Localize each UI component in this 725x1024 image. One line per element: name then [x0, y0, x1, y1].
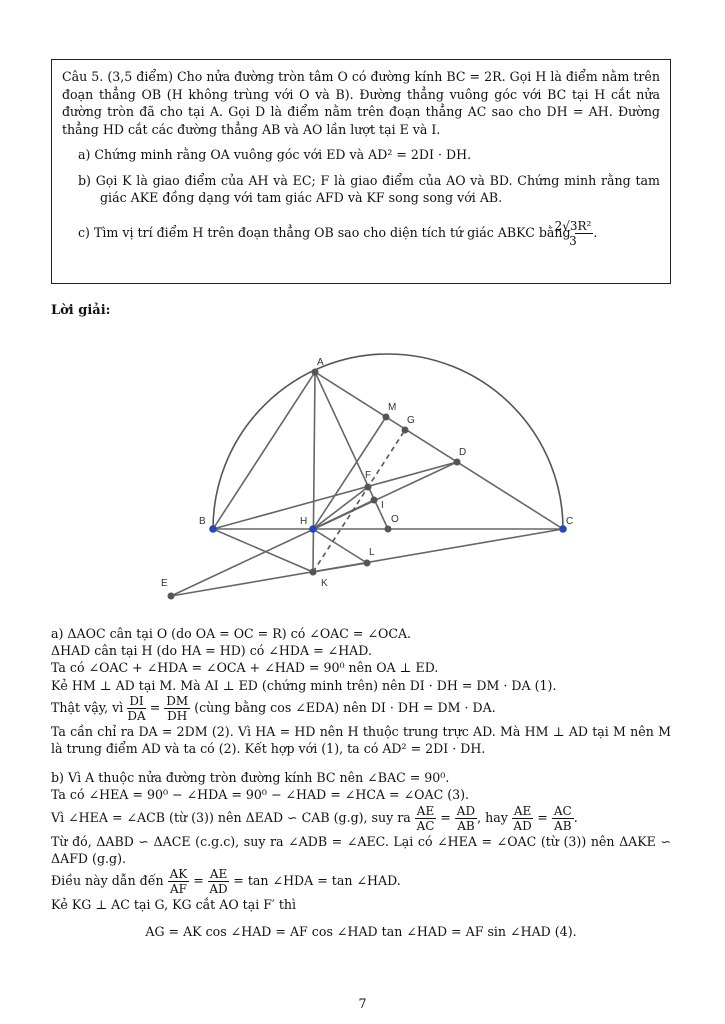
- a5-prefix: Thật vậy, vì: [51, 699, 124, 715]
- solution-b-line-5: Điều này dẫn đến $\frac{AK}{AF}$ = $\frac{AE}{AD}$ = tan ∠HDA = tan ∠HAD.: [51, 867, 401, 897]
- problem-statement: Câu 5. (3,5 điểm) Cho nửa đường tròn tâm O có đường kính BC = 2R. Gọi H là điểm nằm trên đoạn thẳng OB (H không trùng với O và B). Đường thẳng vuông góc với BC tại H cắt nửa đường tròn đã cho tại A. Gọi D là điểm nằm trên đoạn thẳng AC sao cho DH = AH. Đường thẳng HD cắt các đường thẳng AB và AO lần lượt tại E và I.: [62, 69, 660, 137]
- segment-kl: [313, 563, 367, 572]
- fraction-dm-dh: $\frac{DM}{DH}$: [166, 693, 189, 723]
- part-c-fraction: [554, 218, 594, 248]
- label-f: F: [365, 470, 372, 481]
- point-e: [168, 593, 175, 600]
- point-m: [383, 414, 390, 421]
- label-e: E: [161, 578, 168, 589]
- solution-text: [51, 625, 671, 940]
- label-o: O: [391, 514, 399, 525]
- geometry-figure: [155, 350, 585, 605]
- b3-prefix: Vì ∠HEA = ∠ACB (từ (3)) nên ΔEAD ∽ CAB (g.g), suy ra: [51, 809, 411, 825]
- point-h: [309, 525, 317, 533]
- label-c: C: [566, 516, 574, 527]
- solution-b-line-6: Kẻ KG ⊥ AC tại G, KG cắt AO tại F′ thì: [51, 897, 297, 913]
- label-m: M: [388, 402, 397, 413]
- problem-box: [51, 59, 671, 284]
- part-b: b) Gọi K là giao điểm của AH và EC; F là giao điểm của AO và BD. Chứng minh rằng tam giác AKE đồng dạng với tam giác AFD và KF song song với AB.: [78, 172, 660, 205]
- fraction-di-da: $\frac{DI}{DA}$: [127, 693, 146, 723]
- solution-a-line-3: Ta có ∠OAC + ∠HDA = ∠OCA + ∠HAD = 90⁰ nên OA ⊥ ED.: [51, 660, 439, 676]
- part-c-text: c) Tìm vị trí điểm H trên đoạn thẳng OB sao cho diện tích tứ giác ABKC bằng: [78, 224, 571, 240]
- segment-hl: [313, 529, 367, 563]
- solution-a-line-6: Ta cần chỉ ra DA = 2DM (2). Vì HA = HD nên H thuộc trung trực AD. Mà HM ⊥ AD tại M nên M là trung điểm AD và ta có (2). Kết hợp với (1), ta có AD² = 2DI · DH.: [51, 723, 671, 757]
- part-c-numerator: 2√3R²: [554, 218, 592, 233]
- b5-prefix: Điều này dẫn đến: [51, 873, 164, 889]
- point-k: [310, 569, 317, 576]
- semicircle: [213, 354, 563, 529]
- point-b: [209, 525, 217, 533]
- label-l: L: [369, 547, 375, 558]
- page-number: 7: [358, 996, 367, 1011]
- solution-b-line-1: b) Vì A thuộc nửa đường tròn đường kính BC nên ∠BAC = 90⁰.: [51, 770, 450, 786]
- solution-a-line-4: Kẻ HM ⊥ AD tại M. Mà AI ⊥ ED (chứng minh trên) nên DI · DH = DM · DA (1).: [51, 677, 557, 693]
- point-l: [364, 560, 371, 567]
- b3-middle: , hay: [477, 809, 508, 825]
- solution-a-line-1: a) ΔAOC cân tại O (do OA = OC = R) có ∠OAC = ∠OCA.: [51, 626, 412, 641]
- label-i: I: [381, 500, 384, 511]
- label-a: A: [317, 357, 324, 368]
- part-a: a) Chứng minh rằng OA vuông góc với ED và AD² = 2DI · DH.: [78, 147, 472, 162]
- b5-suffix: = tan ∠HDA = tan ∠HAD.: [233, 873, 401, 889]
- a5-suffix: (cùng bằng cos ∠EDA) nên DI · DH = DM · DA.: [194, 699, 496, 715]
- point-a: [312, 369, 319, 376]
- label-g: G: [407, 415, 415, 426]
- part-c: c) Tìm vị trí điểm H trên đoạn thẳng OB sao cho diện tích tứ giác ABKC bằng $\frac{\text{2√3R²}}{3}$ .: [78, 218, 598, 248]
- fraction-ac-ab: $\frac{AC}{AB}$: [553, 803, 572, 833]
- point-i: [371, 497, 378, 504]
- fraction-ak-af: $\frac{AK}{AF}$: [169, 867, 188, 897]
- solution-b-line-4: Từ đó, ΔABD ∽ ΔACE (c.g.c), suy ra ∠ADB = ∠AEC. Lại có ∠HEA = ∠OAC (từ (3)) nên ΔAKE ∽ ΔAFD (g.g).: [51, 833, 671, 866]
- fraction-ae-ac: $\frac{AE}{AC}$: [416, 803, 435, 833]
- solution-a-line-5: Thật vậy, vì $\frac{DI}{DA}$ = $\frac{DM}{DH}$ (cùng bằng cos ∠EDA) nên DI · DH = DM · DA.: [51, 693, 496, 723]
- point-g: [402, 427, 409, 434]
- label-h: H: [300, 516, 308, 527]
- solution-b-line-3: Vì ∠HEA = ∠ACB (từ (3)) nên ΔEAD ∽ CAB (g.g), suy ra $\frac{AE}{AC}$ = $\frac{AD}{AB}$ , hay $\frac{AE}{AD}$ = $\frac{AC}{AB}$ .: [51, 803, 578, 833]
- solution-b-line-7: AG = AK cos ∠HAD = AF cos ∠HAD tan ∠HAD = AF sin ∠HAD (4).: [145, 924, 577, 940]
- fraction-ae-ad: $\frac{AE}{AD}$: [513, 803, 532, 833]
- point-o: [385, 526, 392, 533]
- point-f: [365, 484, 372, 491]
- point-d: [454, 459, 461, 466]
- solution-a-line-2: ΔHAD cân tại H (do HA = HD) có ∠HDA = ∠HAD.: [51, 643, 372, 659]
- fraction-ad-ab: $\frac{AD}{AB}$: [456, 803, 476, 833]
- label-k: K: [321, 578, 328, 589]
- solution-title: Lời giải:: [51, 303, 111, 318]
- label-d: D: [459, 447, 467, 458]
- dashed-kg: [313, 430, 405, 572]
- segment-ah: [313, 372, 315, 572]
- part-c-denominator: 3: [569, 233, 577, 248]
- segment-bk: [213, 529, 313, 572]
- label-b: B: [199, 516, 206, 527]
- solution-b-line-2: Ta có ∠HEA = 90⁰ − ∠HDA = 90⁰ − ∠HAD = ∠HCA = ∠OAC (3).: [51, 787, 470, 803]
- fraction-ae-ad-2: $\frac{AE}{AD}$: [209, 867, 228, 897]
